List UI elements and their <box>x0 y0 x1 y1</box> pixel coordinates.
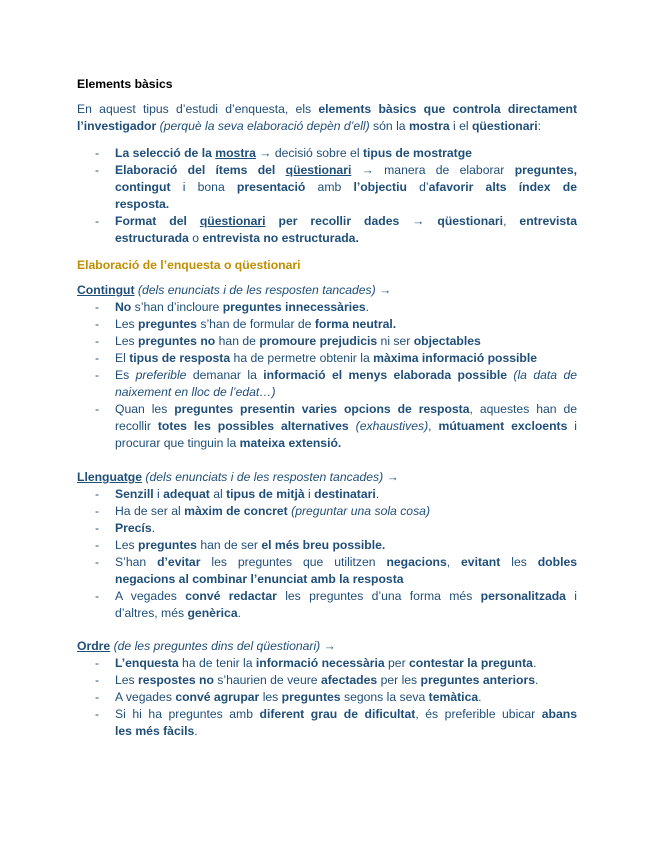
ordre-item-4-line-1: Si hi ha preguntes amb diferent grau de dificultat, és preferible ubicar abans <box>115 707 578 721</box>
section-title: Elaboració de l’enquesta o qüestionari <box>77 258 301 272</box>
list-bullet: - <box>95 555 100 569</box>
ordre-item-2: Les respostes no s’haurien de veure afectades per les preguntes anteriors. <box>115 673 539 687</box>
llenguatge-item-2: Ha de ser al màxim de concret (preguntar una sola cosa) <box>115 504 431 518</box>
basics-item-3-line-2: estructurada o entrevista no estructurada. <box>115 231 359 245</box>
ordre-item-1: L’enquesta ha de tenir la informació necessària per contestar la pregunta. <box>115 656 537 670</box>
ordre-item-4-line-2: les més fàcils. <box>115 724 198 738</box>
llenguatge-item-6-line-2: d’altres, més genèrica. <box>115 606 242 620</box>
contingut-item-5-line-2: naixement en lloc de l’edat…) <box>115 385 276 399</box>
intro-line-1: En aquest tipus d’estudi d’enquesta, els elements bàsics que controla directament <box>77 102 577 116</box>
llenguatge-item-5-line-2: negacions al combinar l’enunciat amb la resposta <box>115 572 404 586</box>
list-bullet: - <box>95 146 100 160</box>
list-bullet: - <box>95 163 100 177</box>
contingut-item-6-line-2: recollir totes les possibles alternatives (exhaustives), mútuament excloents i <box>115 419 578 433</box>
llenguatge-item-4: Les preguntes han de ser el més breu possible. <box>115 538 386 552</box>
contingut-item-5-line-1: Es preferible demanar la informació el menys elaborada possible (la data de <box>115 368 578 382</box>
list-bullet: - <box>95 707 100 721</box>
list-bullet: - <box>95 538 100 552</box>
contingut-item-3: Les preguntes no han de promoure prejudicis ni ser objectables <box>115 334 481 348</box>
llenguatge-item-3: Precís. <box>115 521 155 535</box>
contingut-item-6-line-3: procurar que tinguin la mateixa extensió. <box>115 436 342 450</box>
list-bullet: - <box>95 334 100 348</box>
basics-item-3-line-1: Format del qüestionari per recollir dades → qüestionari, entrevista <box>115 214 578 228</box>
list-bullet: - <box>95 368 100 382</box>
intro-line-2: l’investigador (perquè la seva elaboració depèn d’ell) són la mostra i el qüestionari: <box>77 119 542 133</box>
contingut-item-4: El tipus de resposta ha de permetre obtenir la màxima informació possible <box>115 351 538 365</box>
page-title: Elements bàsics <box>77 77 173 91</box>
list-bullet: - <box>95 673 100 687</box>
list-bullet: - <box>95 214 100 228</box>
contingut-item-1: No s’han d’incloure preguntes innecessàries. <box>115 300 370 314</box>
list-bullet: - <box>95 690 100 704</box>
contingut-item-6-line-1: Quan les preguntes presentin varies opcions de resposta, aquestes han de <box>115 402 577 416</box>
list-bullet: - <box>95 300 100 314</box>
basics-item-1: La selecció de la mostra → decisió sobre el tipus de mostratge <box>115 146 472 160</box>
basics-item-2-line-1: Elaboració del ítems del qüestionari → manera de elaborar preguntes, <box>115 163 577 177</box>
ordre-item-3: A vegades convé agrupar les preguntes segons la seva temàtica. <box>115 690 482 704</box>
contingut-item-2: Les preguntes s’han de formular de forma neutral. <box>115 317 397 331</box>
list-bullet: - <box>95 504 100 518</box>
list-bullet: - <box>95 402 100 416</box>
basics-item-2-line-2: contingut i bona presentació amb l’objectiu d’afavorir alts índex de <box>115 180 577 194</box>
list-bullet: - <box>95 351 100 365</box>
list-bullet: - <box>95 521 100 535</box>
ordre-heading: Ordre (de les preguntes dins del qüestionari) → <box>77 639 336 653</box>
list-bullet: - <box>95 589 100 603</box>
basics-item-2-line-3: resposta. <box>115 197 170 211</box>
llenguatge-item-1: Senzill i adequat al tipus de mitjà i destinatari. <box>115 487 380 501</box>
list-bullet: - <box>95 656 100 670</box>
list-bullet: - <box>95 487 100 501</box>
llenguatge-item-6-line-1: A vegades convé redactar les preguntes d’una forma més personalitzada i <box>115 589 578 603</box>
llenguatge-heading: Llenguatge (dels enunciats i de les resposten tancades) → <box>77 470 399 484</box>
list-bullet: - <box>95 317 100 331</box>
contingut-heading: Contingut (dels enunciats i de les resposten tancades) → <box>77 283 392 297</box>
llenguatge-item-5-line-1: S’han d’evitar les preguntes que utilitzen negacions, evitant les dobles <box>115 555 578 569</box>
